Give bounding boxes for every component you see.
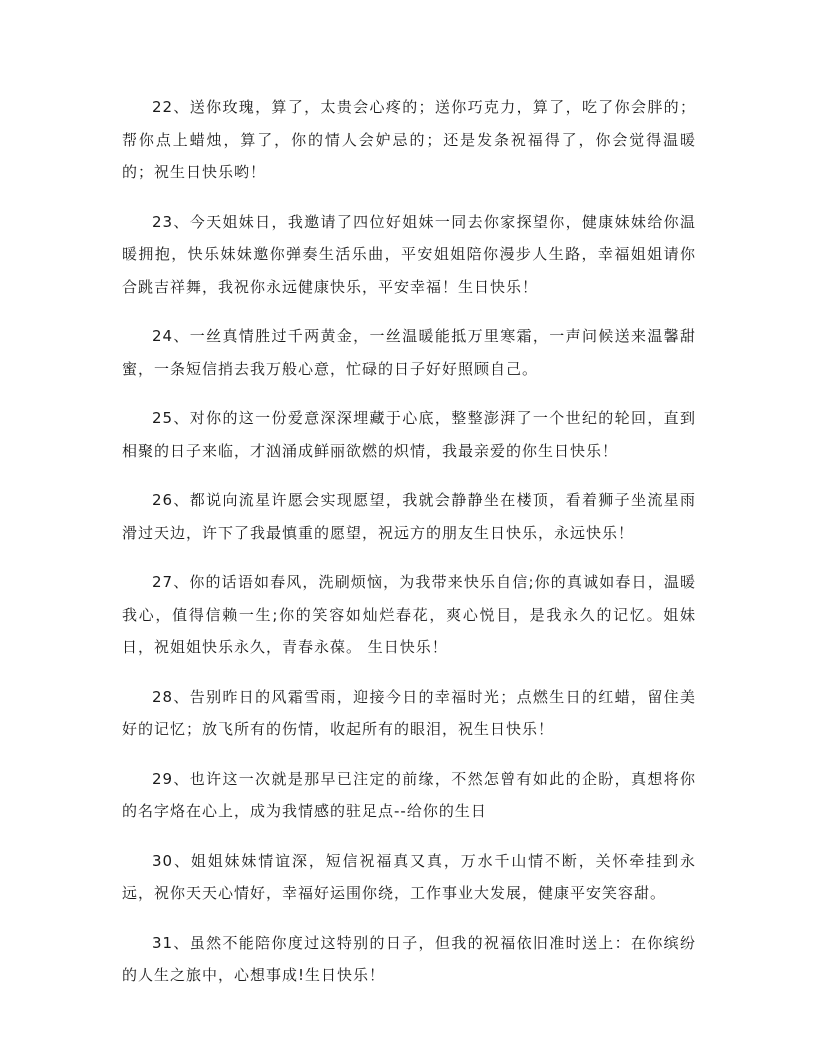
- paragraph-24: 24、一丝真情胜过千两黄金，一丝温暖能抵万里寒霜，一声问候送来温馨甜蜜，一条短信捎去我万般心意，忙碌的日子好好照顾自己。: [122, 327, 696, 378]
- paragraph-27: 27、你的话语如春风，洗刷烦恼，为我带来快乐自信;你的真诚如春日，温暖我心，值得信赖一生;你的笑容如灿烂春花，爽心悦目，是我永久的记忆。姐妹日，祝姐姐快乐永久，青春永葆。 生日快乐！: [122, 573, 696, 656]
- paragraph-26: 26、都说向流星许愿会实现愿望，我就会静静坐在楼顶，看着狮子坐流星雨滑过天边，许下了我最慎重的愿望，祝远方的朋友生日快乐，永远快乐！: [122, 491, 696, 542]
- paragraph-28: 28、告别昨日的风霜雪雨，迎接今日的幸福时光；点燃生日的红蜡，留住美好的记忆；放飞所有的伤情，收起所有的眼泪，祝生日快乐！: [122, 687, 696, 738]
- paragraph-30: 30、姐姐妹妹情谊深，短信祝福真又真，万水千山情不断，关怀牵挂到永远，祝你天天心情好，幸福好运围你绕，工作事业大发展，健康平安笑容甜。: [122, 851, 696, 902]
- paragraph-29: 29、也许这一次就是那早已注定的前缘，不然怎曾有如此的企盼，真想将你的名字烙在心上，成为我情感的驻足点--给你的生日: [122, 769, 696, 820]
- paragraph-25: 25、对你的这一份爱意深深埋藏于心底，整整澎湃了一个世纪的轮回，直到相聚的日子来临，才汹涌成鲜丽欲燃的炽情，我最亲爱的你生日快乐！: [122, 409, 696, 460]
- paragraph-31: 31、虽然不能陪你度过这特别的日子，但我的祝福依旧准时送上：在你缤纷的人生之旅中，心想事成!生日快乐！: [122, 933, 696, 984]
- paragraph-23: 23、今天姐妹日，我邀请了四位好姐妹一同去你家探望你，健康妹妹给你温暖拥抱，快乐妹妹邀你弹奏生活乐曲，平安姐姐陪你漫步人生路，幸福姐姐请你合跳吉祥舞，我祝你永远健康快乐，平安幸福！生日快乐！: [122, 212, 696, 296]
- paragraph-22: 22、送你玫瑰，算了，太贵会心疼的；送你巧克力，算了，吃了你会胖的；帮你点上蜡烛，算了，你的情人会妒忌的；还是发条祝福得了，你会觉得温暖的；祝生日快乐哟！: [122, 98, 696, 181]
- document-body: [122, 91, 696, 1009]
